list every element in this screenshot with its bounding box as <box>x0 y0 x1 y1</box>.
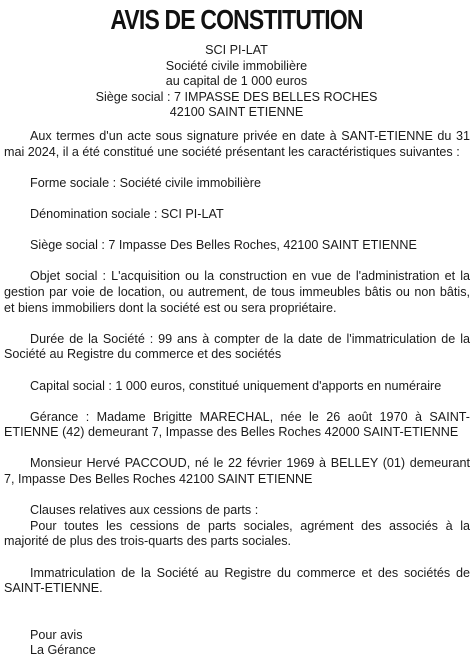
objet-social: Objet social : L'acquisition ou la construction en vue de l'administration et la gestion par voie de location, ou autrement, de tous immeubles bâtis ou non bâtis, et biens immobiliers dont la société est ou sera propriétaire. <box>4 269 470 315</box>
company-type: Société civile immobilière <box>165 58 308 73</box>
siege-social: Siège social : 7 Impasse Des Belles Roches, 42100 SAINT ETIENNE <box>30 238 417 253</box>
company-header <box>0 43 473 121</box>
closing-signature <box>4 628 470 659</box>
capital-social: Capital social : 1 000 euros, constitué uniquement d'apports en numéraire <box>30 378 442 393</box>
company-name: SCI PI-LAT <box>205 43 268 57</box>
registered-office-line1: Siège social : 7 IMPASSE DES BELLES ROCHES <box>95 89 378 104</box>
registered-office-line2: 42100 SAINT ETIENNE <box>169 105 304 120</box>
duree-societe: Durée de la Société : 99 ans à compter de la date de l'immatriculation de la Société au Registre du commerce et des sociétés <box>4 331 470 362</box>
closing-pour-avis: Pour avis <box>30 627 83 642</box>
immatriculation: Immatriculation de la Société au Registre du commerce et des sociétés de SAINT-ETIENNE. <box>4 565 470 596</box>
gerance: Gérance : Madame Brigitte MARECHAL, née le 26 août 1970 à SAINT-ETIENNE (42) demeurant 7, Impasse des Belles Roches 42000 SAINT-ETIENNE <box>4 409 470 440</box>
notice-title: AVIS DE CONSTITUTION <box>110 4 363 35</box>
intro-paragraph: Aux termes d'un acte sous signature privée en date à SANT-ETIENNE du 31 mai 2024, il a été constitué une société présentant les caractéristiques suivantes : <box>4 129 470 159</box>
denomination-sociale: Dénomination sociale : SCI PI-LAT <box>30 206 224 221</box>
second-gerant: Monsieur Hervé PACCOUD, né le 22 février 1969 à BELLEY (01) demeurant 7, Impasse Des Belles Roches 42100 SAINT ETIENNE <box>4 456 470 487</box>
forme-sociale: Forme sociale : Société civile immobilière <box>30 175 261 190</box>
closing-la-gerance: La Gérance <box>30 643 96 658</box>
company-capital: au capital de 1 000 euros <box>165 74 308 89</box>
clauses-title: Clauses relatives aux cessions de parts : <box>30 503 259 518</box>
notice-body <box>4 129 470 659</box>
clauses-text: Pour toutes les cessions de parts sociales, agrément des associés à la majorité de plus des trois-quarts des parts sociales. <box>4 518 470 549</box>
